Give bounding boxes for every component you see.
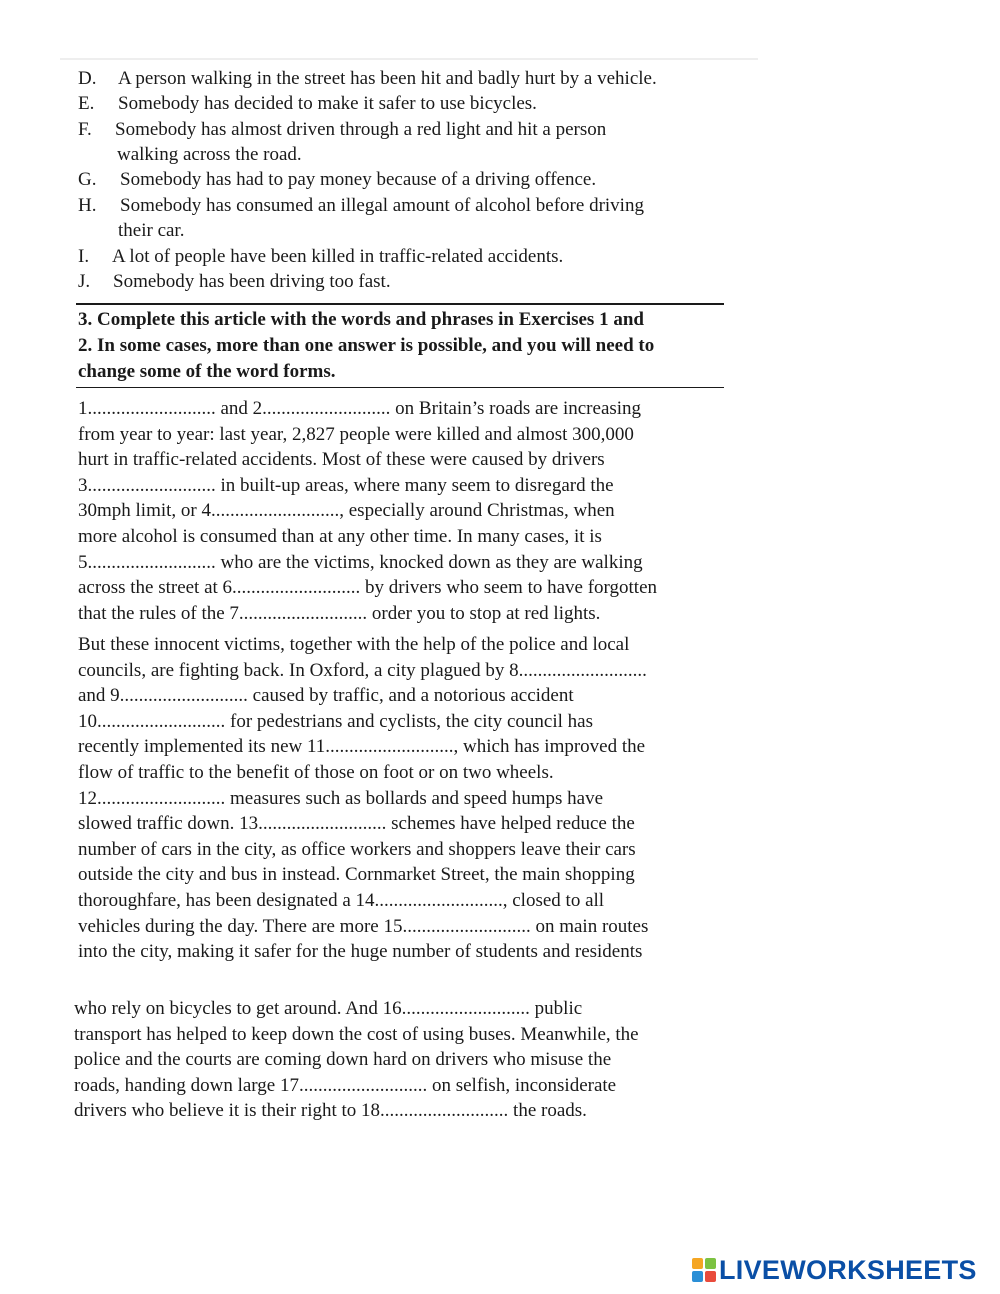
option-i xyxy=(78,244,738,269)
option-j xyxy=(78,269,738,294)
option-text: Somebody has almost driven through a red light and hit a person xyxy=(115,119,607,140)
article-paragraph-3: who rely on bicycles to get around. And 16........................... public transport has helped to keep down the cost of using buses. Meanwhile, the police and the courts are coming down hard on drivers who misuse the roads, handing down large 17........................... on selfish, inconsiderate drivers who believe it is their right to 18........................... the roads. xyxy=(74,998,639,1122)
option-text: A lot of people have been killed in traffic-related accidents. xyxy=(112,246,564,267)
option-letter: E. xyxy=(78,93,95,114)
option-letter: J. xyxy=(78,271,91,292)
exercise-3-heading: 3. Complete this article with the words and phrases in Exercises 1 and 2. In some cases, more than one answer is possible, and you will need to change some of the word forms. xyxy=(78,309,655,382)
option-text: Somebody has had to pay money because of a driving offence. xyxy=(120,169,597,190)
option-text-continued: their car. xyxy=(118,220,185,241)
option-f xyxy=(78,117,738,167)
option-text: A person walking in the street has been hit and badly hurt by a vehicle. xyxy=(118,68,657,89)
option-text: Somebody has been driving too fast. xyxy=(113,271,391,292)
article-paragraph-2: But these innocent victims, together with the help of the police and local councils, are fighting back. In Oxford, a city plagued by 8........................... and 9........................... caused by traffic, and a notorious accident 10........................... for pedestrians and cyclists, the city council has recently implemented its new 11..........................., which has improved the flow of traffic to the benefit of those on foot or on two wheels. 12........................... measures such as bollards and speed humps have slowed traffic down. 13........................... schemes have helped reduce the number of cars in the city, as office workers and shoppers leave their cars outside the city and bus in instead. Cornmarket Street, the main shopping thoroughfare, has been designated a 14..........................., closed to all vehicles during the day. There are more 15........................... on main routes into the city, making it safer for the huge number of students and residents xyxy=(78,634,649,963)
option-text-continued: walking across the road. xyxy=(117,144,302,165)
option-h xyxy=(78,193,738,243)
option-g xyxy=(78,167,738,192)
option-letter: D. xyxy=(78,68,97,89)
option-d xyxy=(78,66,738,91)
heading-top-rule xyxy=(76,303,724,305)
option-letter: F. xyxy=(78,119,92,140)
article-paragraph-1: 1........................... and 2........................... on Britain’s roads are increasing from year to year: last year, 2,827 people were killed and almost 300,000 hurt in traffic-related accidents. Most of these were caused by drivers 3........................... in built-up areas, where many seem to disregard the 30mph limit, or 4..........................., especially around Christmas, when more alcohol is consumed than at any other time. In many cases, it is 5........................... who are the victims, knocked down as they are walking across the street at 6........................... by drivers who seem to have forgotten that the rules of the 7........................... order you to stop at red lights. xyxy=(78,398,658,624)
liveworksheets-logo[interactable] xyxy=(692,1254,977,1286)
heading-bottom-rule xyxy=(76,387,724,388)
page-top-border xyxy=(60,58,758,60)
option-letter: H. xyxy=(78,195,97,216)
liveworksheets-logo-icon xyxy=(692,1258,716,1282)
option-text: Somebody has consumed an illegal amount of alcohol before driving xyxy=(120,195,644,216)
logo-text: LIVEWORKSHEETS xyxy=(719,1254,977,1285)
option-e xyxy=(78,91,738,116)
option-letter: I. xyxy=(78,246,90,267)
option-letter: G. xyxy=(78,169,97,190)
option-text: Somebody has decided to make it safer to use bicycles. xyxy=(118,93,537,114)
